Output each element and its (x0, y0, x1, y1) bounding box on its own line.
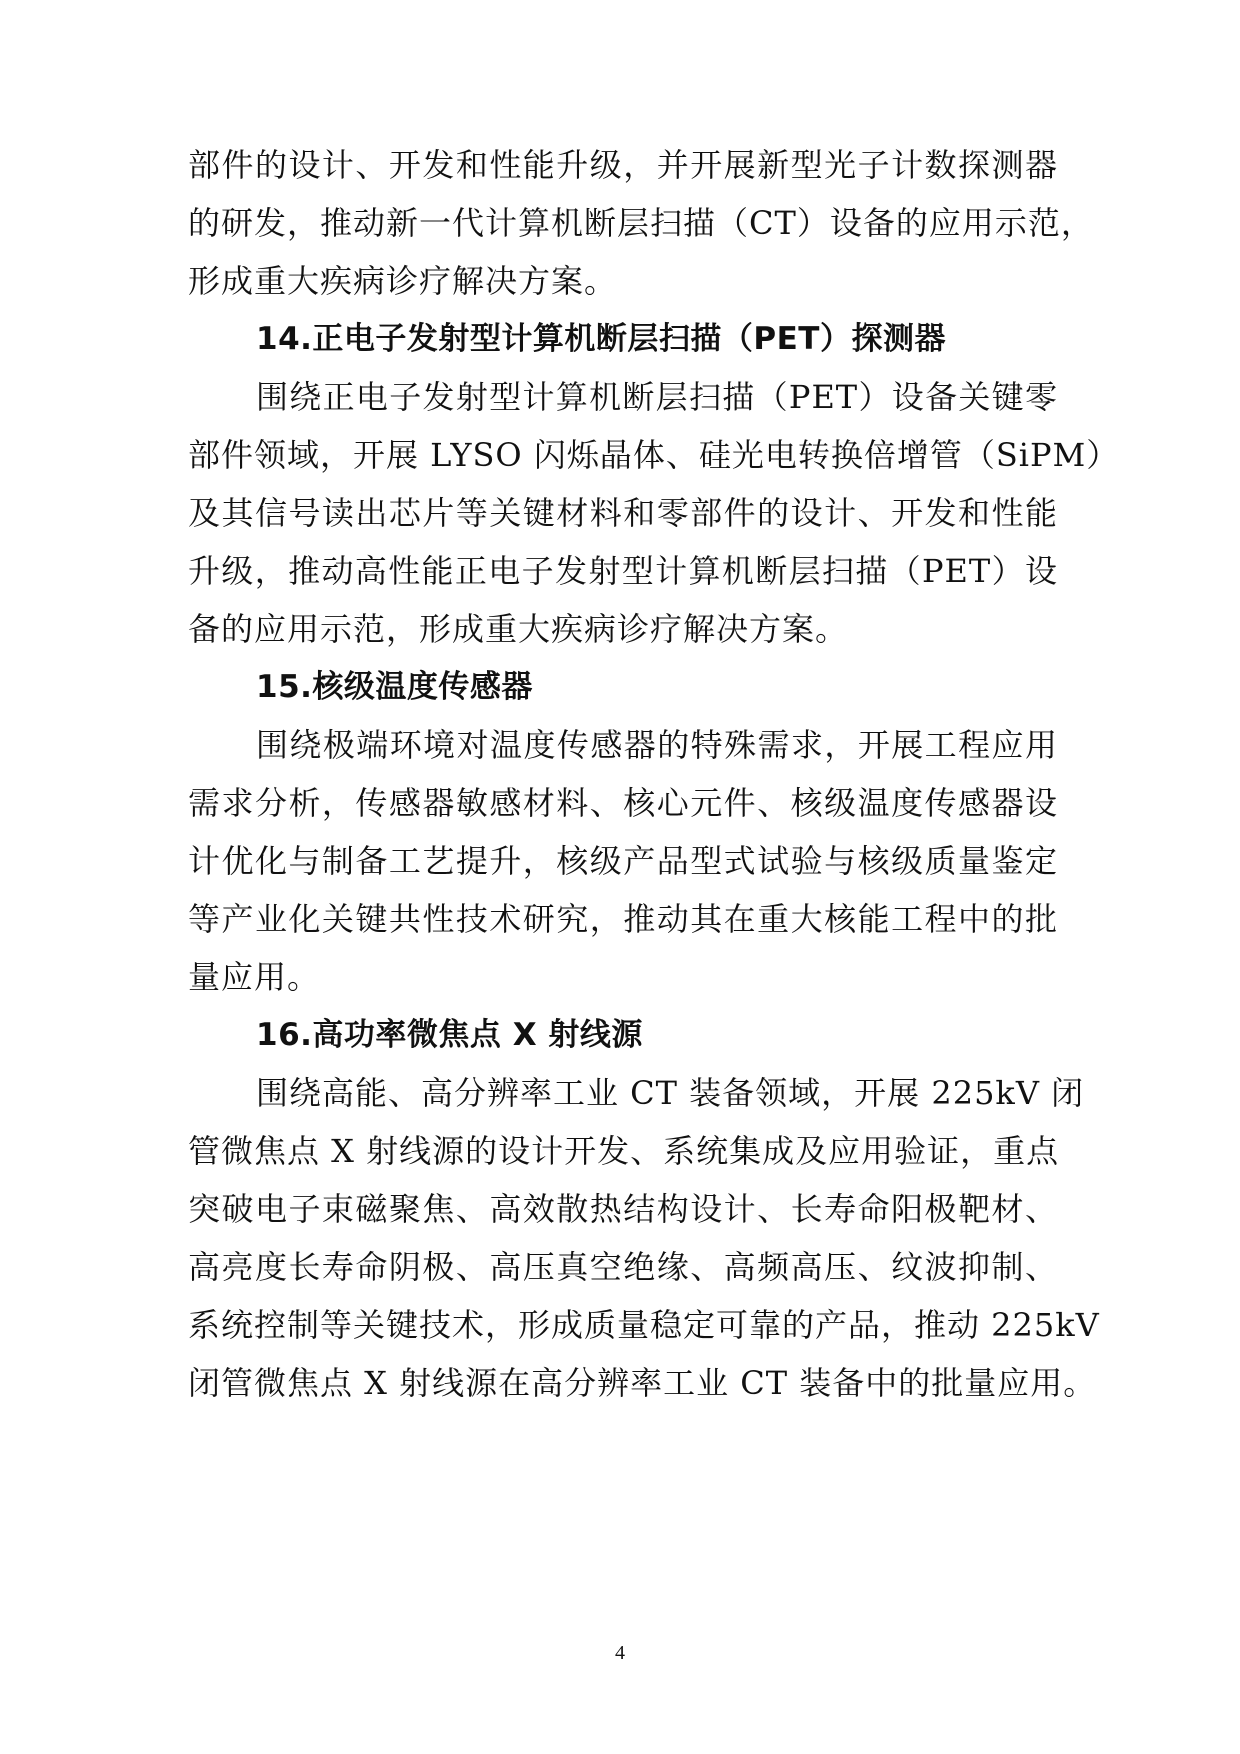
paragraph-line: 及其信号读出芯片等关键材料和零部件的设计、开发和性能 (188, 494, 1058, 532)
paragraph-line: 管微焦点 X 射线源的设计开发、系统集成及应用验证，重点 (188, 1132, 1060, 1170)
paragraph-line: 部件的设计、开发和性能升级，并开展新型光子计数探测器 (188, 146, 1058, 184)
section-heading-15: 15.核级温度传感器 (256, 669, 533, 705)
paragraph-line: 围绕正电子发射型计算机断层扫描（PET）设备关键零 (256, 378, 1058, 416)
paragraph-line: 备的应用示范，形成重大疾病诊疗解决方案。 (188, 610, 849, 648)
paragraph-line: 量应用。 (188, 958, 321, 996)
page-number: 4 (615, 1642, 625, 1664)
section-heading-16: 16.高功率微焦点 X 射线源 (256, 1017, 643, 1053)
section-heading-14: 14.正电子发射型计算机断层扫描（PET）探测器 (256, 321, 946, 357)
paragraph-line: 突破电子束磁聚焦、高效散热结构设计、长寿命阳极靶材、 (188, 1190, 1058, 1228)
paragraph-line: 系统控制等关键技术，形成质量稳定可靠的产品，推动 225kV (188, 1306, 1100, 1344)
paragraph-line: 等产业化关键共性技术研究，推动其在重大核能工程中的批 (188, 900, 1058, 938)
paragraph-line: 需求分析，传感器敏感材料、核心元件、核级温度传感器设 (188, 784, 1058, 822)
paragraph-line: 高亮度长寿命阴极、高压真空绝缘、高频高压、纹波抑制、 (188, 1248, 1058, 1286)
paragraph-line: 部件领域，开展 LYSO 闪烁晶体、硅光电转换倍增管（SiPM） (188, 436, 1120, 474)
paragraph-line: 形成重大疾病诊疗解决方案。 (188, 262, 618, 300)
paragraph-line: 闭管微焦点 X 射线源在高分辨率工业 CT 装备中的批量应用。 (188, 1364, 1097, 1402)
paragraph-line: 升级，推动高性能正电子发射型计算机断层扫描（PET）设 (188, 552, 1058, 590)
paragraph-line: 围绕高能、高分辨率工业 CT 装备领域，开展 225kV 闭 (256, 1074, 1085, 1112)
paragraph-line: 围绕极端环境对温度传感器的特殊需求，开展工程应用 (256, 726, 1058, 764)
paragraph-line: 的研发，推动新一代计算机断层扫描（CT）设备的应用示范， (188, 204, 1094, 242)
paragraph-line: 计优化与制备工艺提升，核级产品型式试验与核级质量鉴定 (188, 842, 1058, 880)
